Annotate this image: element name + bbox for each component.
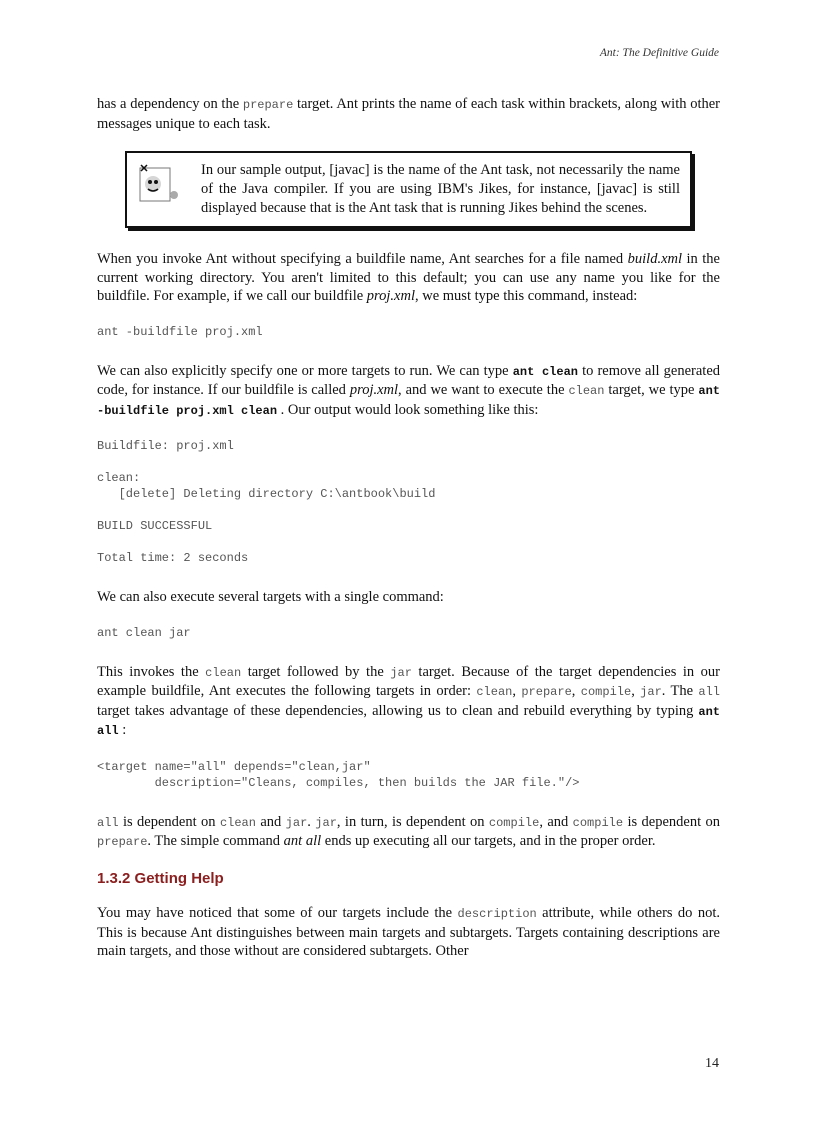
code-block-3: ant clean jar	[97, 625, 191, 640]
running-header: Ant: The Definitive Guide	[599, 47, 719, 59]
section-heading: 1.3.2 Getting Help	[97, 869, 224, 887]
code-block-2: Buildfile: proj.xml clean: [delete] Deleting directory C:\antbook\build BUILD SUCCESSFUL Total time: 2 seconds	[97, 439, 436, 565]
paragraph-2: When you invoke Ant without specifying a buildfile name, Ant searches for a file named build.xml in the current working directory. You aren't limited to this default; you can use any name you like for the buildfile. For example, if we call our buildfile proj.xml, we must type this command, instead:	[97, 251, 720, 304]
note-icon	[137, 161, 181, 205]
paragraph-7: You may have noticed that some of our targets include the description attribute, while others do not. This is because Ant distinguishes between main targets and subtargets. Targets containing descriptions are main targets, and those without are considered subtargets. Other	[97, 905, 720, 959]
inline-code: prepare	[242, 98, 294, 112]
paragraph-1: has a dependency on the prepare target. Ant prints the name of each task within brackets, along with other messages unique to each task.	[97, 96, 720, 132]
note-box	[125, 151, 692, 228]
paragraph-6: all is dependent on clean and jar. jar, in turn, is dependent on compile, and compile is dependent on prepare. The simple command ant all ends up executing all our targets, and in the proper order.	[97, 813, 721, 849]
code-block-4: <target name="all" depends="clean,jar" description="Cleans, compiles, then builds the JAR file."/>	[97, 759, 580, 790]
paragraph-4: We can also execute several targets with a single command:	[97, 589, 444, 605]
note-text: In our sample output, [javac] is the name of the Ant task, not necessarily the name of the Java compiler. If you are using IBM's Jikes, for instance, [javac] is still displayed because that is the Ant task that is running Jikes behind the scenes.	[201, 162, 680, 216]
page-content	[97, 95, 720, 979]
code-block-1: ant -buildfile proj.xml	[97, 324, 263, 339]
page-number: 14	[705, 1056, 719, 1071]
paragraph-3: We can also explicitly specify one or more targets to run. We can type ant clean to remove all generated code, for instance. If our buildfile is called proj.xml, and we want to execute the clean target, we type ant -buildfile proj.xml clean . Our output would look something like this:	[97, 362, 721, 418]
paragraph-5: This invokes the clean target followed by the jar target. Because of the target dependencies in our example buildfile, Ant executes the following targets in order: clean, prepare, compile, jar. The all target takes advantage of these dependencies, allowing us to clean and rebuild everything by typing ant all :	[97, 663, 721, 738]
